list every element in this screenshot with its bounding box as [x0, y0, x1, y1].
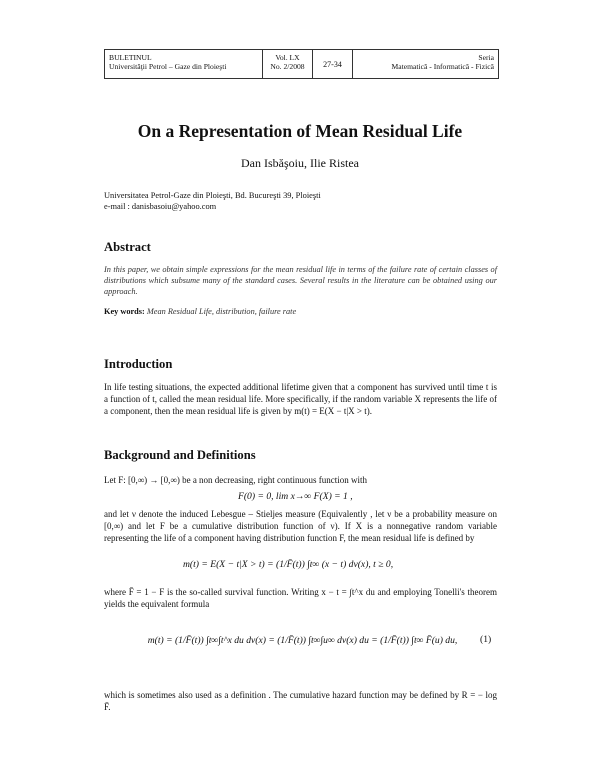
- series-name: Matematică - Informatică - Fizică: [391, 62, 494, 71]
- issue-number: No. 2/2008: [270, 62, 305, 71]
- abstract-text: In this paper, we obtain simple expressions for the mean residual life in terms of the failure rate of certain classes of distributions which subsume many of the standard cases. Several results in the literature can be obtained using our approach.: [104, 265, 497, 296]
- journal-line-1: BULETINUL: [109, 53, 152, 62]
- background-para-2: and let ν denote the induced Lebesgue – Stieljes measure (Equivalently , let ν be a probability measure on [0,∞) and let F be a cumulative distribution function of ν). If X is a nonnegative random variable representing the life of a component having distribution function F, the mean residual life is defined by: [104, 509, 497, 543]
- journal-header-table: [104, 49, 499, 79]
- page-range: 27-34: [323, 59, 342, 69]
- equation-mean-residual-life: m(t) = E(X − t|X > t) = (1/F̄(t)) ∫t∞ (x − t) dν(x), t ≥ 0,: [183, 559, 394, 570]
- paper-authors: Dan Isbăşoiu, Ilie Ristea: [241, 156, 359, 170]
- introduction-text: In life testing situations, the expected additional lifetime given that a component has survived until time t is a function of t, called the mean residual life. More specifically, if the random variable X represents the life of a component, then the mean residual life is given by m(t) = E(X − t|X > t).: [104, 382, 497, 416]
- email: e-mail : danisbasoiu@yahoo.com: [104, 202, 217, 211]
- background-para-3: where F̄ = 1 − F is the so-called survival function. Writing x − t = ∫t^x du and employing Tonelli's theorem yields the equivalent formula: [104, 587, 497, 609]
- journal-line-2: Universităţii Petrol – Gaze din Ploieşti: [109, 62, 227, 71]
- series-cell: [353, 50, 498, 78]
- background-para-1: Let F: [0,∞) → [0,∞) be a non decreasing, right continuous function with: [104, 475, 368, 485]
- background-heading: Background and Definitions: [104, 448, 256, 462]
- keywords-line: [104, 307, 296, 316]
- equation-number: (1): [480, 634, 492, 645]
- affiliation: Universitatea Petrol-Gaze din Ploieşti, Bd. Bucureşti 39, Ploieşti: [104, 191, 321, 200]
- introduction-heading: Introduction: [104, 357, 173, 371]
- abstract-heading: Abstract: [104, 240, 151, 254]
- equation-1: m(t) = (1/F̄(t)) ∫t∞∫t^x du dν(x) = (1/F̄(t)) ∫t∞∫u∞ dν(x) du = (1/F̄(t)) ∫t∞ F̄(u) du,: [147, 635, 458, 646]
- volume-cell: [263, 50, 313, 78]
- pages-cell: [313, 50, 353, 78]
- journal-name-cell: [105, 50, 263, 78]
- volume: Vol. LX: [275, 53, 300, 62]
- background-para-4: which is sometimes also used as a definition . The cumulative hazard function may be defined by R = − log F̄.: [104, 690, 497, 712]
- keywords-list: Mean Residual Life, distribution, failure rate: [146, 307, 297, 316]
- paper-title: On a Representation of Mean Residual Life: [137, 121, 463, 141]
- keywords-label: Key words:: [104, 307, 145, 316]
- equation-F: F(0) = 0, lim x→∞ F(X) = 1 ,: [238, 491, 353, 502]
- affiliation-block: [104, 190, 321, 212]
- series-label: Seria: [478, 53, 494, 62]
